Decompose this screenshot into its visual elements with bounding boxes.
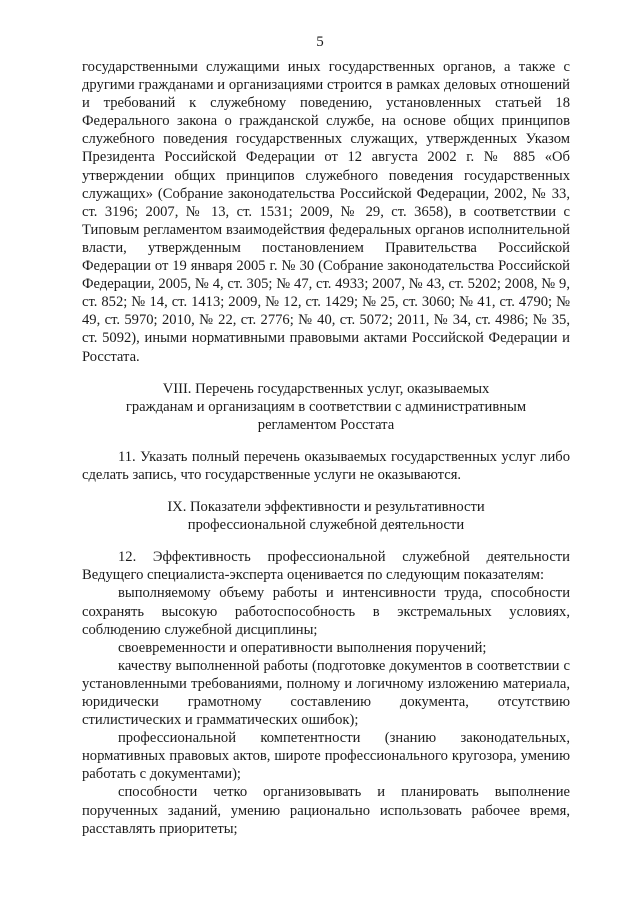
paragraph-12: 12. Эффективность профессиональной служебной деятельности Ведущего специалиста-эксперта оценивается по следующим показателям: <box>82 549 570 584</box>
list-item: выполняемому объему работы и интенсивности труда, способности сохранять высокую работоспособность в экстремальных условиях, соблюдению служебной дисциплины; <box>82 585 570 638</box>
list-item: способности четко организовывать и планировать выполнение порученных заданий, умению рационально использовать рабочее время, расставлять приоритеты; <box>82 784 570 837</box>
list-item: своевременности и оперативности выполнения поручений; <box>118 639 487 656</box>
paragraph-continuation: государственными служащими иных государственных органов, а также с другими гражданами и организациями строится в рамках деловых отношений и требований к служебному поведению, установленных статьей 18 Федерального закона о гражданской службе, на основе общих принципов служебного поведения государственных служащих, утвержденных Указом Президента Российской Федерации от 12 августа 2002 г. № 885 «Об утверждении общих принципов служебного поведения государственных служащих» (Собрание законодательства Российской Федерации, 2002, № 33, ст. 3196; 2007, № 13, ст. 1531; 2009, № 29, ст. 3658), в соответствии с Типовым регламентом взаимодействия федеральных органов исполнительной власти, утвержденным постановлением Правительства Российской Федерации от 19 января 2005 г. № 30 (Собрание законодательства Российской Федерации, 2005, № 4, ст. 305; № 47, ст. 4933; 2007, № 43, ст. 5202; 2008, № 9, ст. 852; № 14, ст. 1413; 2009, № 12, ст. 1429; № 25, ст. 3060; № 41, ст. 4790; № 49, ст. 5970; 2010, № 22, ст. 2776; № 40, ст. 5072; 2011, № 34, ст. 4986; № 35, ст. 5092), иными нормативными правовыми актами Российской Федерации и Росстата. <box>82 59 570 365</box>
section-heading-ix <box>82 498 570 534</box>
list-item: качеству выполненной работы (подготовке документов в соответствии с установленными требованиями, полному и логичному изложению материала, юридически грамотному составлению документа, отсутствию стилистических и грамматических ошибок); <box>82 657 570 729</box>
paragraph-11: 11. Указать полный перечень оказываемых государственных услуг либо сделать запись, что государственные услуги не оказываются. <box>82 448 570 483</box>
heading-line: IX. Показатели эффективности и результативности <box>167 499 485 516</box>
heading-line: гражданам и организациям в соответствии с административным <box>125 398 527 415</box>
heading-line: VIII. Перечень государственных услуг, оказываемых <box>162 380 490 397</box>
section-heading-viii <box>82 380 570 434</box>
heading-line: профессиональной служебной деятельности <box>187 517 465 534</box>
document-body <box>82 58 570 838</box>
page-number: 5 <box>316 34 324 50</box>
heading-line: регламентом Росстата <box>257 416 395 433</box>
list-item: профессиональной компетентности (знанию законодательных, нормативных правовых актов, широте профессионального кругозора, умению работать с документами); <box>82 730 570 783</box>
